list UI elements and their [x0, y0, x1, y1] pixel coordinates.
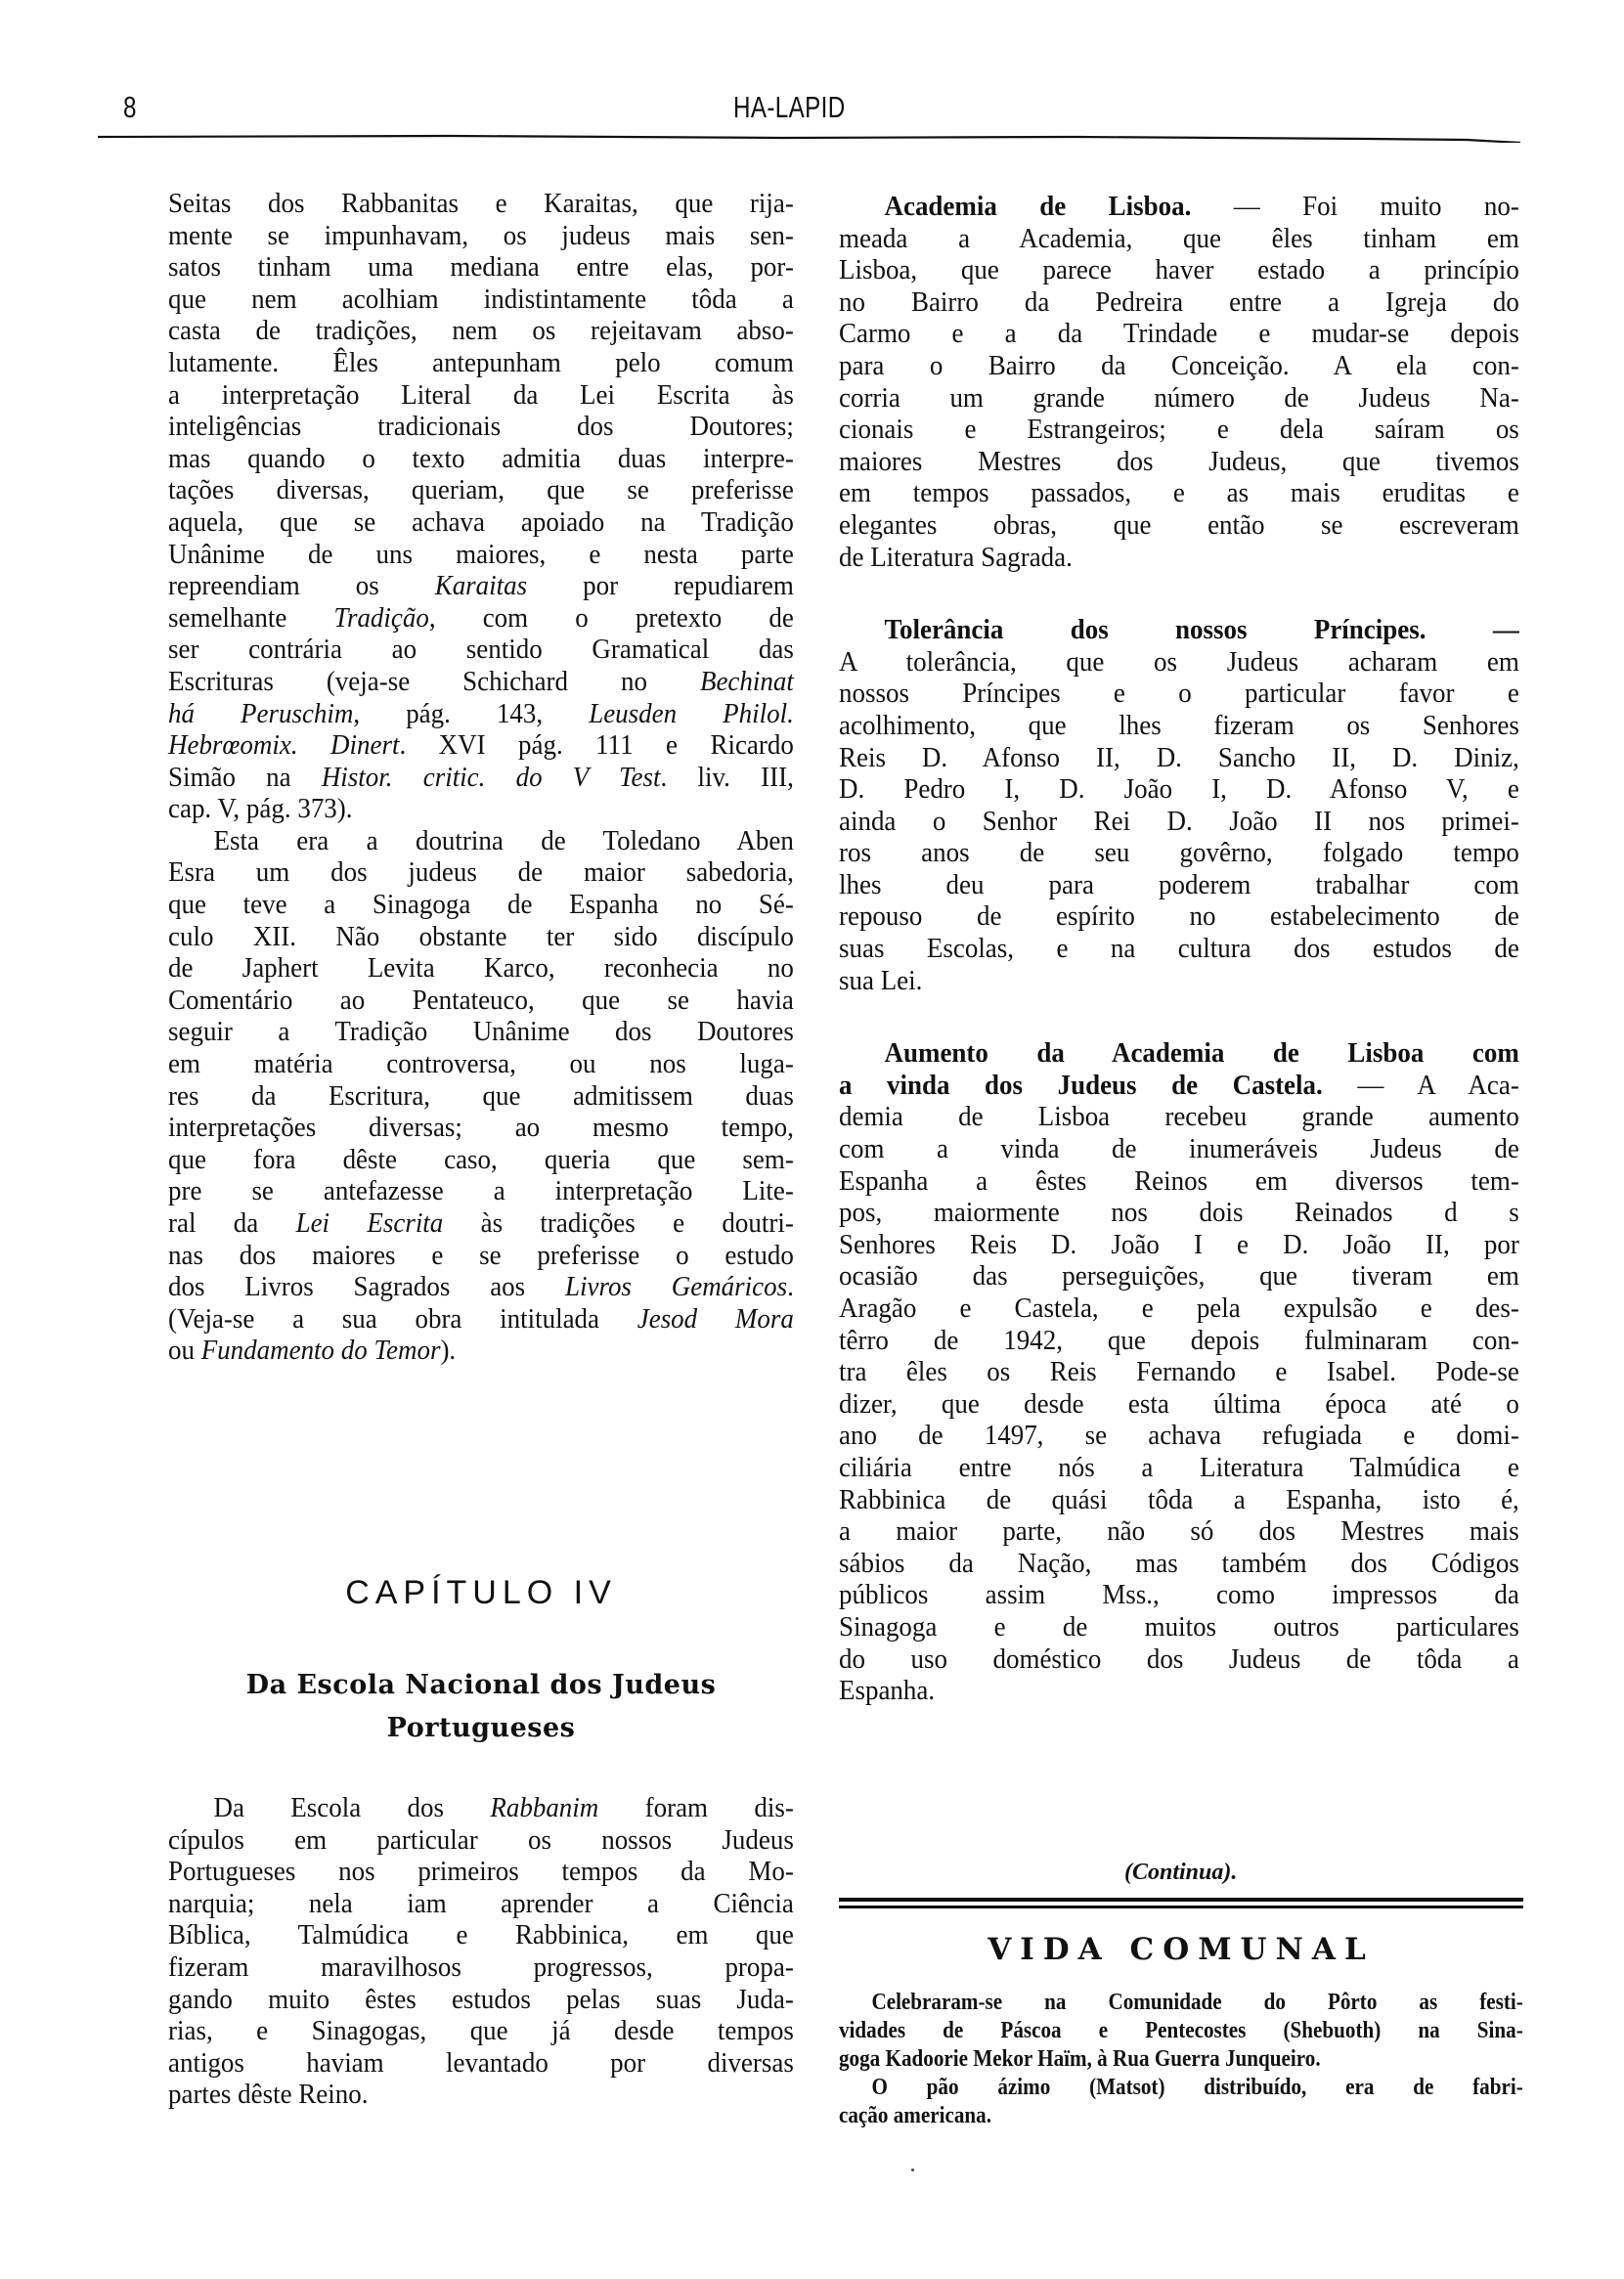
divider-line — [839, 1898, 1523, 1902]
text-line — [839, 1515, 1519, 1548]
chapter-title-line: Da Escola Nacional dos Judeus — [245, 1670, 717, 1700]
text-segment: — A Aca- — [1322, 1069, 1519, 1101]
text-segment: ros anos de seu govêrno, folgado tempo — [839, 837, 1519, 869]
article-paragraph — [168, 825, 794, 1367]
text-segment: no Bairro da Pedreira entre a Igreja do — [839, 285, 1519, 318]
text-segment: ano de 1497, se achava refugiada e domi- — [839, 1420, 1519, 1452]
text-segment: (Veja-se a sua obra intitulada — [168, 1302, 637, 1335]
text-line — [168, 284, 794, 316]
divider-line — [839, 1906, 1523, 1908]
text-segment: demia de Lisboa recebeu grande aumento — [839, 1101, 1519, 1133]
text-line — [839, 773, 1519, 806]
text-line — [168, 1016, 794, 1048]
text-line — [839, 742, 1519, 774]
text-line — [168, 251, 794, 284]
text-line — [839, 2017, 1523, 2045]
text-line — [839, 1644, 1519, 1676]
text-segment: que teve a Sinagoga de Espanha no Sé- — [168, 889, 794, 921]
text-segment: cípulos em particular os nossos Judeus — [168, 1823, 794, 1856]
text-line — [168, 220, 794, 252]
journal-title: HA-LAPID — [733, 90, 846, 124]
text-line — [168, 698, 794, 730]
text-segment: tra êles os Reis Fernando e Isabel. Pode-se — [839, 1356, 1519, 1388]
text-line — [839, 414, 1519, 446]
news-paragraph — [839, 1989, 1523, 2074]
text-segment: seguir a Tradição Unânime dos Doutores — [168, 1016, 794, 1048]
italic-text: Tradição — [333, 601, 429, 634]
text-line — [168, 762, 794, 794]
text-segment: ). — [440, 1335, 457, 1367]
text-segment: inteligências tradicionais dos Doutores; — [168, 411, 794, 443]
text-segment: Esra um dos judeus de maior sabedoria, — [168, 856, 794, 889]
text-line — [168, 1144, 794, 1176]
text-line — [839, 1420, 1519, 1452]
article-paragraph — [839, 191, 1519, 573]
text-segment: maiores Mestres dos Judeus, que tivemos — [839, 445, 1519, 477]
text-segment: O pão ázimo (Matsot) distribuído, era de fabri- — [871, 2075, 1523, 2100]
text-line — [168, 1080, 794, 1113]
text-line — [168, 188, 794, 220]
text-line — [168, 1919, 794, 1951]
text-line — [839, 350, 1519, 382]
text-segment: a maior parte, não só dos Mestres mais — [839, 1515, 1519, 1548]
text-line — [839, 254, 1519, 286]
text-line — [168, 411, 794, 443]
left-column — [168, 188, 794, 1367]
text-line — [839, 1293, 1519, 1325]
text-segment: em tempos passados, e as mais eruditas e — [839, 477, 1519, 509]
text-segment: ou — [168, 1335, 201, 1367]
text-line — [168, 1984, 794, 2016]
text-line — [168, 793, 794, 825]
text-line — [168, 634, 794, 666]
text-line — [168, 1335, 794, 1367]
italic-text: Jesod Mora — [636, 1302, 794, 1335]
text-line — [168, 1951, 794, 1984]
text-line — [839, 710, 1519, 742]
text-segment: Da Escola dos — [213, 1792, 491, 1823]
text-segment: tações diversas, queriam, que se preferisse — [168, 474, 794, 506]
text-line — [168, 379, 794, 412]
text-line — [839, 933, 1519, 965]
text-segment: Lisboa, que parece haver estado a princípio — [839, 254, 1519, 286]
text-segment: . — [787, 1271, 794, 1303]
text-line — [168, 985, 794, 1017]
text-segment: Reis D. Afonso II, D. Sancho II, D. Diniz, — [839, 741, 1519, 773]
text-line — [168, 1271, 794, 1303]
text-segment: D. Pedro I, D. João I, D. Afonso V, e — [839, 773, 1519, 806]
text-segment: com a vinda de inumeráveis Judeus de — [839, 1133, 1519, 1165]
text-line — [168, 443, 794, 475]
text-segment: . XVI pág. 111 e Ricardo — [399, 729, 794, 762]
text-segment: meada a Academia, que êles tinham em — [839, 222, 1519, 254]
text-segment: Unânime de uns maiores, e nesta parte — [168, 538, 794, 570]
text-segment: ser contrária ao sentido Gramatical das — [168, 634, 794, 666]
chapter-title-line: Portugueses — [386, 1713, 576, 1743]
print-speck — [911, 2169, 914, 2171]
text-line — [168, 1112, 794, 1144]
italic-text: Bechinat — [699, 665, 794, 697]
text-line — [168, 1240, 794, 1272]
text-segment: nossos Príncipes e o particular favor e — [839, 678, 1519, 710]
text-segment: — Foi muito no- — [1191, 191, 1519, 222]
italic-text: Leusden Philol. — [589, 697, 794, 729]
text-segment: de Japhert Levita Karco, reconhecia no — [168, 952, 794, 985]
text-line — [168, 825, 794, 857]
text-line — [839, 1579, 1519, 1611]
article-paragraph — [839, 614, 1519, 996]
text-line — [839, 1548, 1519, 1580]
text-line — [168, 570, 794, 602]
text-segment: públicos assim Mss., como impressos da — [839, 1579, 1519, 1611]
text-line — [839, 1325, 1519, 1357]
text-line — [168, 1888, 794, 1920]
text-segment: Espanha. — [839, 1675, 936, 1707]
text-line — [168, 539, 794, 571]
text-segment: semelhante — [168, 601, 334, 634]
text-line — [839, 1197, 1519, 1229]
text-segment: Espanha a êstes Reinos em diversos tem- — [839, 1164, 1519, 1197]
text-line — [839, 1484, 1519, 1516]
continued-note: (Continua). — [1124, 1860, 1238, 1885]
text-segment: Rabbinica de quási tôda a Espanha, isto é, — [839, 1483, 1519, 1515]
text-segment: ral da — [168, 1207, 296, 1239]
text-segment: lhes deu para poderem trabalhar com — [839, 868, 1519, 900]
text-line — [839, 286, 1519, 319]
section-divider — [839, 1898, 1523, 1911]
text-segment: elegantes obras, que então se escreveram — [839, 508, 1519, 541]
text-line — [839, 1101, 1519, 1133]
chapter-paragraph — [168, 1792, 794, 2111]
text-segment: foram dis- — [598, 1792, 794, 1823]
page-number: 8 — [123, 90, 137, 124]
text-segment: repouso de espírito no estabelecimento de — [839, 900, 1519, 933]
italic-text: Fundamento do Temor — [200, 1335, 441, 1367]
text-segment: culo XII. Não obstante ter sido discípulo — [168, 920, 794, 952]
text-line — [839, 542, 1519, 574]
text-segment: Simão na — [168, 761, 322, 793]
text-segment: dos Livros Sagrados aos — [168, 1271, 565, 1303]
text-segment: de Literatura Sagrada. — [839, 541, 1073, 573]
text-segment: ainda o Senhor Rei D. João II nos primei- — [839, 805, 1519, 837]
text-segment: sábios da Nação, mas também dos Códigos — [839, 1547, 1519, 1579]
text-segment: cionais e Estrangeiros; e dela saíram os — [839, 414, 1519, 446]
italic-text: há Peruschim — [168, 697, 354, 729]
text-line — [839, 1070, 1519, 1102]
text-segment: partes dêste Reino. — [168, 2079, 369, 2111]
news-item — [839, 1989, 1523, 2130]
text-segment: fizeram maravilhosos progressos, propa- — [168, 1950, 794, 1983]
bold-run-in-heading: Aumento da Academia de Lisboa com — [884, 1037, 1519, 1070]
text-line — [839, 1989, 1523, 2017]
text-segment: dizer, que desde esta última época até o — [839, 1387, 1519, 1420]
text-line — [168, 856, 794, 889]
text-segment: nas dos maiores e se preferisse o estudo — [168, 1239, 794, 1271]
text-segment: Seitas dos Rabbanitas e Karaitas, que rija- — [168, 188, 794, 219]
text-segment: por repudiarem — [527, 570, 794, 602]
text-line — [168, 1048, 794, 1080]
text-line — [839, 2074, 1523, 2102]
text-segment: mente se impunhavam, os judeus mais sen- — [168, 219, 794, 251]
article-paragraph — [168, 188, 794, 825]
bold-run-in-heading: Tolerância dos nossos Príncipes. — — [884, 614, 1519, 646]
text-segment: casta de tradições, nem os rejeitavam abso- — [168, 315, 794, 347]
text-line — [168, 666, 794, 698]
text-line — [839, 1388, 1519, 1421]
text-line — [839, 2045, 1523, 2074]
text-segment: . liv. III, — [660, 761, 794, 793]
text-segment: antigos haviam levantado por diversas — [168, 2046, 794, 2079]
text-line — [168, 2079, 794, 2111]
text-segment: vidades de Páscoa e Pentecostes (Shebuoth) na Sina- — [839, 2018, 1523, 2043]
text-line — [839, 382, 1519, 415]
text-line — [839, 806, 1519, 838]
italic-text: Livros Gemáricos — [564, 1271, 788, 1303]
text-line — [839, 869, 1519, 901]
text-line — [839, 1260, 1519, 1293]
text-segment: às tradições e doutri- — [443, 1207, 794, 1239]
text-line — [168, 602, 794, 635]
text-segment: acolhimento, que lhes fizeram os Senhores — [839, 709, 1519, 741]
text-segment: satos tinham uma mediana entre elas, por- — [168, 251, 794, 284]
text-segment: ciliária entre nós a Literatura Talmúdica e — [839, 1451, 1519, 1483]
paragraph-gap — [839, 573, 1519, 614]
text-line — [839, 900, 1519, 933]
text-segment: , pág. 143, — [353, 697, 590, 729]
text-segment: Escrituras (veja-se Schichard no — [168, 665, 700, 697]
italic-text: Karaitas — [434, 570, 528, 602]
text-line — [168, 1824, 794, 1857]
text-line — [839, 1165, 1519, 1198]
paragraph-gap — [839, 996, 1519, 1037]
text-segment: , com o pretexto de — [428, 601, 794, 634]
text-line — [839, 614, 1519, 646]
text-segment: ocasião das perseguições, que tiveram em — [839, 1260, 1519, 1293]
text-segment: para o Bairro da Conceição. A ela con- — [839, 349, 1519, 381]
text-segment: têrro de 1942, que depois fulminaram con- — [839, 1324, 1519, 1356]
text-segment: cação americana. — [839, 2103, 992, 2128]
text-line — [839, 477, 1519, 509]
italic-text: Hebrœomix. Dinert — [168, 729, 400, 762]
text-segment: Aragão e Castela, e pela expulsão e des- — [839, 1293, 1519, 1324]
text-line — [168, 1207, 794, 1240]
text-line — [839, 318, 1519, 350]
section-title-vida-comunal: VIDA COMUNAL — [988, 1932, 1375, 1967]
text-line — [839, 446, 1519, 478]
text-line — [168, 2047, 794, 2080]
chapter-heading: CAPÍTULO IV — [345, 1574, 617, 1611]
text-line — [839, 509, 1519, 542]
text-line — [168, 952, 794, 985]
text-segment: a interpretação Literal da Lei Escrita às — [168, 378, 794, 411]
text-segment: Comentário ao Pentateuco, que se havia — [168, 984, 794, 1016]
text-segment: corria um grande número de Judeus Na- — [839, 381, 1519, 414]
text-segment: suas Escolas, e na cultura dos estudos de — [839, 933, 1519, 965]
text-segment: Sinagoga e de muitos outros particulares — [839, 1610, 1519, 1643]
text-segment: Portugueses nos primeiros tempos da Mo- — [168, 1856, 794, 1888]
text-line — [839, 223, 1519, 255]
text-line — [839, 191, 1519, 223]
text-segment: repreendiam os — [168, 570, 435, 602]
text-line — [168, 1175, 794, 1207]
text-line — [168, 506, 794, 539]
text-line — [839, 1229, 1519, 1261]
text-line — [839, 1356, 1519, 1388]
text-segment: em matéria controversa, ou nos luga- — [168, 1048, 794, 1080]
text-line — [168, 1856, 794, 1888]
text-segment: Bíblica, Talmúdica e Rabbinica, em que — [168, 1919, 794, 1951]
text-line — [168, 347, 794, 379]
italic-text: Rabbanim — [490, 1792, 599, 1823]
news-paragraph — [839, 2074, 1523, 2130]
text-line — [168, 729, 794, 762]
text-line — [168, 1303, 794, 1336]
italic-text: Histor. critic. do V Test — [321, 761, 661, 793]
article-paragraph — [839, 1037, 1519, 1706]
text-line — [839, 1037, 1519, 1070]
text-line — [839, 1611, 1519, 1644]
text-segment: aquela, que se achava apoiado na Tradição — [168, 505, 794, 538]
text-segment: Senhores Reis D. João I e D. João II, por — [839, 1228, 1519, 1260]
text-line — [168, 921, 794, 953]
text-line — [839, 2102, 1523, 2130]
text-line — [839, 1675, 1519, 1707]
text-segment: que fora dêste caso, queria que sem- — [168, 1143, 794, 1175]
bold-run-in-heading: a vinda dos Judeus de Castela. — [839, 1069, 1323, 1101]
text-segment: sua Lei. — [839, 964, 923, 996]
text-line — [839, 837, 1519, 869]
text-segment: que nem acolhiam indistintamente tôda a — [168, 283, 794, 315]
text-line — [168, 889, 794, 921]
text-segment: mas quando o texto admitia duas interpre- — [168, 442, 794, 474]
text-line — [168, 1792, 794, 1824]
text-line — [168, 474, 794, 506]
text-line — [839, 678, 1519, 710]
text-segment: lutamente. Êles antepunham pelo comum — [168, 346, 794, 378]
text-segment: A tolerância, que os Judeus acharam em — [839, 645, 1519, 678]
text-segment: Carmo e a da Trindade e mudar-se depois — [839, 318, 1519, 350]
text-segment: interpretações diversas; ao mesmo tempo, — [168, 1112, 794, 1144]
text-segment: narquia; nela iam aprender a Ciência — [168, 1887, 794, 1919]
header-rule — [98, 133, 1564, 143]
text-line — [839, 1452, 1519, 1484]
text-segment: rias, e Sinagogas, que já desde tempos — [168, 2015, 794, 2047]
bold-run-in-heading: Academia de Lisboa. — [884, 191, 1192, 222]
text-line — [839, 646, 1519, 679]
text-segment: res da Escritura, que admitissem duas — [168, 1079, 794, 1112]
text-line — [168, 2015, 794, 2047]
text-segment: Celebraram-se na Comunidade do Pôrto as festi- — [871, 1990, 1523, 2015]
text-segment: cap. V, pág. 373). — [168, 793, 353, 825]
text-segment: pos, maiormente nos dois Reinados d s — [839, 1197, 1519, 1229]
chapter-body — [168, 1792, 794, 2111]
text-segment: gando muito êstes estudos pelas suas Juda- — [168, 1983, 794, 2015]
italic-text: Lei Escrita — [295, 1207, 444, 1239]
text-segment: goga Kadoorie Mekor Haïm, à Rua Guerra Junqueiro. — [839, 2046, 1321, 2072]
chapter-title — [168, 1664, 794, 1750]
text-line — [168, 315, 794, 347]
text-segment: Esta era a doutrina de Toledano Aben — [213, 824, 794, 856]
right-column — [839, 191, 1519, 1707]
text-segment: do uso doméstico dos Judeus de tôda a — [839, 1643, 1519, 1675]
text-line — [839, 1133, 1519, 1165]
text-segment: pre se antefazesse a interpretação Lite- — [168, 1175, 794, 1207]
running-header — [98, 90, 1545, 139]
text-line — [839, 965, 1519, 997]
